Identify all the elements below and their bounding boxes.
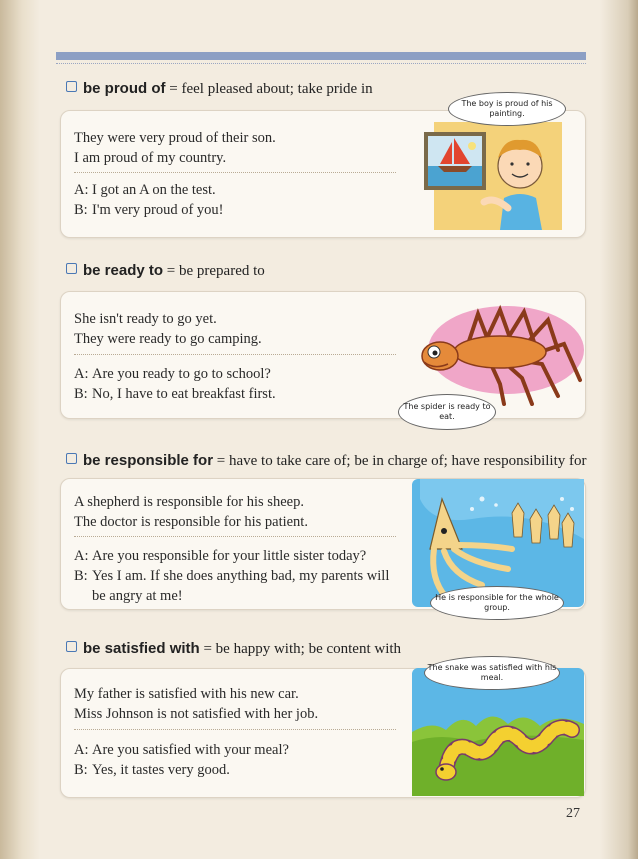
dialogue-ready — [74, 364, 276, 404]
example-sentence: She isn't ready to go yet. — [74, 311, 217, 327]
example-sentences-satisfied — [74, 684, 318, 724]
boy-painting-illustration — [424, 118, 562, 230]
example-sentence: A shepherd is responsible for his sheep. — [74, 494, 304, 510]
dialogue-line: Are you satisfied with your meal? — [92, 742, 289, 758]
checkbox-icon — [66, 263, 77, 274]
speaker-label: A: — [74, 548, 89, 564]
checkbox-icon — [66, 641, 77, 652]
dialogue-line: Yes I am. If she does anything bad, my parents will be angry at me! — [92, 568, 390, 604]
idiom-term: be responsible for — [83, 452, 214, 469]
speech-bubble-ready: The spider is ready to eat. — [398, 394, 496, 430]
dialogue-responsible — [74, 546, 394, 606]
page-number: 27 — [566, 806, 580, 821]
header-bar — [56, 52, 586, 60]
dialogue-line: I'm very proud of you! — [92, 202, 224, 218]
speech-bubble-proud: The boy is proud of his painting. — [448, 92, 566, 126]
checkbox-icon — [66, 81, 77, 92]
idiom-heading-responsible — [66, 452, 587, 470]
speaker-label: B: — [74, 386, 88, 402]
speaker-label: A: — [74, 742, 89, 758]
speaker-label: B: — [74, 202, 88, 218]
dialogue-line: Are you responsible for your little sister today? — [92, 548, 367, 564]
example-sentences-responsible — [74, 492, 308, 532]
spider-illustration — [408, 300, 584, 406]
idiom-heading-ready — [66, 262, 265, 280]
idiom-heading-satisfied — [66, 640, 401, 658]
header-dotted-rule — [56, 63, 586, 64]
dotted-divider — [74, 354, 396, 355]
dialogue-line: No, I have to eat breakfast first. — [92, 386, 276, 402]
idiom-definition: = be happy with; be content with — [203, 641, 402, 657]
dialogue-line: Are you ready to go to school? — [92, 366, 271, 382]
dotted-divider — [74, 536, 396, 537]
speaker-label: B: — [74, 762, 88, 778]
dialogue-line: Yes, it tastes very good. — [92, 762, 230, 778]
speaker-label: B: — [74, 568, 88, 584]
speaker-label: A: — [74, 366, 89, 382]
idiom-term: be proud of — [83, 80, 166, 97]
speaker-label: A: — [74, 182, 89, 198]
example-sentence: They were ready to go camping. — [74, 331, 262, 347]
idiom-term: be satisfied with — [83, 640, 200, 657]
example-sentence: My father is satisfied with his new car. — [74, 686, 299, 702]
checkbox-icon — [66, 453, 77, 464]
example-sentences-proud — [74, 128, 276, 168]
idiom-definition: = be prepared to — [166, 263, 265, 279]
dialogue-line: I got an A on the test. — [92, 182, 216, 198]
dialogue-satisfied — [74, 740, 289, 780]
example-sentences-ready — [74, 309, 262, 349]
idiom-term: be ready to — [83, 262, 164, 279]
dotted-divider — [74, 729, 396, 730]
example-sentence: The doctor is responsible for his patient. — [74, 514, 308, 530]
speech-bubble-responsible: He is responsible for the whole group. — [430, 586, 564, 620]
speech-bubble-satisfied: The snake was satisfied with his meal. — [424, 656, 560, 690]
dialogue-proud — [74, 180, 223, 220]
example-sentence: I am proud of my country. — [74, 150, 227, 166]
example-sentence: Miss Johnson is not satisfied with her job. — [74, 706, 319, 722]
idiom-definition: = feel pleased about; take pride in — [169, 81, 373, 97]
idiom-definition: = have to take care of; be in charge of; have responsibility for — [216, 453, 587, 469]
idiom-heading-proud — [66, 80, 373, 98]
dotted-divider — [74, 172, 396, 173]
example-sentence: They were very proud of their son. — [74, 130, 276, 146]
